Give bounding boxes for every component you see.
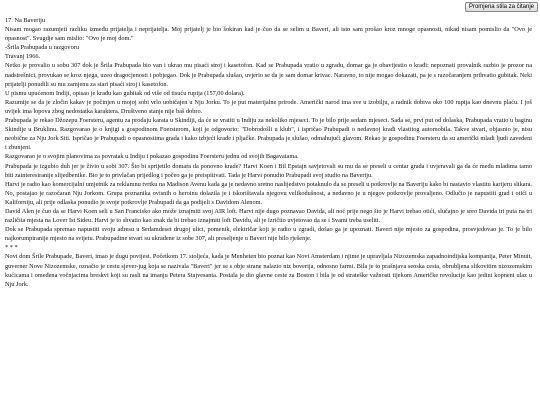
section-divider: * * * (5, 244, 18, 252)
chapter-title: 17. Na Baveriju (5, 17, 46, 24)
paragraph: Harvi je radio kao komercijalni umjetnik za reklamnu tvrtku na Madison Avenu kada ga je nedavno sretno naslijedstvo potaknulo da se preseli u potkrovlje na Baveriju kako bi nastavio vlastitu karijeru slikara. No, postajao je razočaran Nju Jorkom. Grupa poznanika ovisnih o heroinu dolazila je i iskorištavala njegovu velikodušnost, a nedavno je u njegov potkrovlje provaljeno. Odlučio je napustiti grad i otići u Kaliforniju, ali prije odlaska ponudio je svoje potkrovlje Prabupadi da ga podijeli s Davidom Alenom. (5, 180, 532, 206)
paragraph: Novi dom Šrile Prabupade, Baveri, imao je dugu povijest. Početkom 17. stoljeća, kada je Menheten bio poznat kao Novi Amsterdam i njime je upravljala Nizozemska zapadnoindijska kompanija, Peter Minuit, guverner Nove Nizozemske, označio je cestu sjever-jug koja se nazivala "Baveri" jer se s obje strane nalazio niz boverija, odnosno farmi. Bila je to prašnjava seoska cesta, obrubljena slikovitim nizozemskim kućicama i omeđena vočnjacima breskvi koji su rasli na imanju Petera Stajvesanta. Postala je dio glavne ceste za Boston i bila je od strateške važnosti tijekom Američke revolucije kao jedini kopneni ulaz u Nju Jork. (5, 253, 532, 288)
paragraph: Prabupada je izgubio duh jer je živio u sobi 307. Što bi sprijetilo domara da ponovno krade? Harvi Koen i Bil Epstajn savjetovali su mu da se preseli u centar grada i uvjeravali ga da će među mladima tamo biti zainteresiranije slijedbenike. Bio je to privlačan prijedlog i počeo ga je preispitivati. Tada je Harvi ponudio Prabupadi svoj studio na Baveriju. (5, 162, 532, 179)
paragraph: Dok se Prabupada spremao napustiti svoju adresu u Sedamdeset drugoj ulici, pomenik, električar koji je radio u zgradi, došao ga je upoznati. Baveri nije mjesto za gospodina, prosvjedovao je. To je bilo najkorumpiranije mjesto na svijetu. Prabupadine stvari su ukradene iz sobe 307, ali preseljenje u Baveri nije bilo rješenje. (5, 226, 532, 243)
paragraph: Nisam mogao razumjeti razliku između prijatelja i neprijatelja. Moj prijatelj je bio šokiran kad je čuo da se selim u Baveri, ali isto sam prošao kroz mnoge opasnosti, nikad nisam pomislio da "Ovo je opasnost". Svugdje sam mislio: "Ovo je moj dom." (5, 26, 532, 43)
paragraph: -Šrila Prabupada u razgovoru (5, 44, 79, 52)
change-reading-style-button[interactable]: Promjena stila za čitanje (465, 2, 538, 12)
paragraph: Razgovarao je o svojim planovima za povratak u Indiju i pokazao gospodinu Foersteru jednu od svojih Bagavatama. (5, 153, 299, 161)
paragraph: Prabupada je rekao Džozepu Foersteru, agentu za prodaju karata u Skindiji, da će se vratiti u Indiju za nekoliko mjeseci. To je bilo prije sedam mjeseci. Sada se, prvi put od dolaska, Prabupada vratio u baginu Skindije u Bruklinu. Razgovarao je o knjigi s gospodinom Foersterom, koji je odgovorio: "Dobrodošli u klub", i ispričao Prabupadi o nedavnoj krađi vlastitog automobila. Takve stvari, objasnio je, nisu neobične za Nju Jork Siti. Ispričao je Prabupadi o opasnostima grada i kako izbjeći krađe i pljačke. Prabupada je slušao, odmahujući glavom. Rekao je gospodinu Foersteru da su američki mladi ljudi zavedeni i zbunjeni. (5, 117, 532, 152)
paragraph: David Alen je čuo da se Harvi Koen seli u San Francisko ako može iznajmiti svoj AIR loft. Harvi nije dugo poznavao Davida, ali noć prije nego što je Harvi trebao otići, slučajno je sreo Davida tri puta na tri različita mjesta na Lover Ist Sideu. Harvi je to shvatio kao znak da bi trebao iznajmiti loft Davidu, ali je izričito uvjetovao da se i Svami treba useliti. (5, 207, 532, 225)
paragraph: U pismu upućenom Indiji, opisao je krađu kao gubitak od više od tisuću rupija (157,00 dolara). (5, 89, 245, 97)
paragraph: Travanj 1966. (5, 53, 41, 61)
paragraph: Netko je provalio u sobu 307 dok je Šrila Prabupada bio van i ukrao mu pisaći stroj i kasetofon. Kad se Prabupada vratio u zgradu, domar ga je obavijestio o krađi: nepoznati provalnik razbio je prozor na nadstrešnici, provukao se kroz njega, uzeo dragocjenosti i pobjegao. Dok je Prabupada slušao, uvjerio se da je sam domar krivac. Naravno, to nije mogao dokazati, pa je s razočaranjem prihvatio gubitak. Neki prijatelji ponudili su mu zamjenu za stari pisaći stroj i kasetofon. (5, 62, 532, 88)
paragraph: Razumije se da je zločin kakav je počinjen u mojoj sobi vrlo uobičajen u Nju Jorku. To je put materijalne prirode. Američki narod ima sve u izobilju, a radnik dobiva oko 100 rupija kao dnevnu plaću. I još uvijek ima lopova zbog nedostatka karaktera. Društveno stanje nije baš dobro. (5, 98, 532, 115)
document-body (5, 16, 532, 289)
